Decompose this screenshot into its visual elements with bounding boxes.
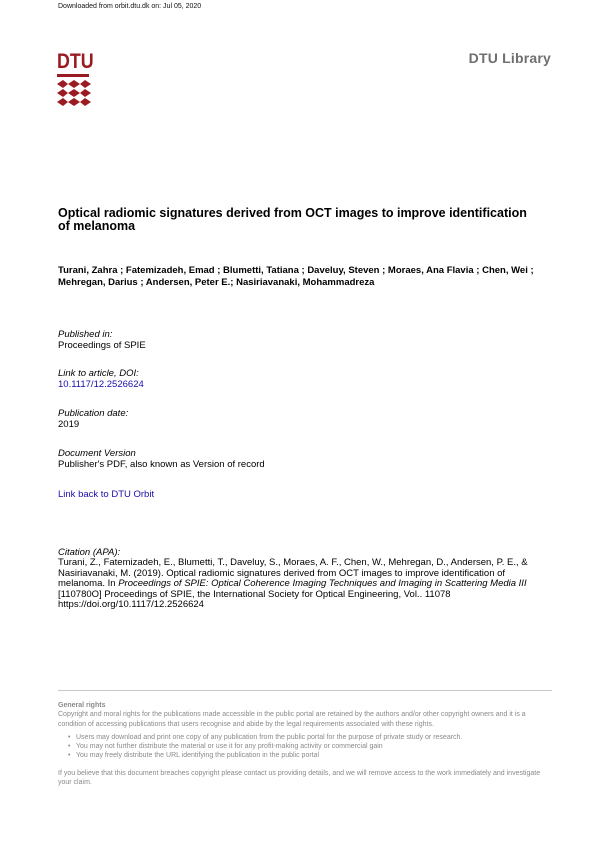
authors: Turani, Zahra ; Fatemizadeh, Emad ; Blumetti, Tatiana ; Daveluy, Steven ; Moraes, Ana Flavia ; Chen, Wei ; Mehregan, Darius ; Andersen, Peter E.; Nasiriavanaki, Mohammadreza	[58, 265, 534, 288]
doi-block	[58, 368, 144, 390]
publication-date-block	[58, 408, 128, 430]
publication-date-value: 2019	[58, 419, 80, 430]
publication-date-label: Publication date:	[58, 408, 129, 419]
document-version-value: Publisher's PDF, also known as Version of record	[58, 459, 265, 470]
document-version-label: Document Version	[58, 448, 136, 459]
general-rights-title: General rights	[58, 702, 106, 709]
general-rights-closing: If you believe that this document breaches copyright please contact us providing details, and we will remove access to the work immediately and investigate your claim.	[58, 769, 541, 787]
citation-url[interactable]: https://doi.org/10.1117/12.2526624	[58, 599, 204, 610]
rights-bullet: • You may freely distribute the URL identifying the publication in the public portal	[76, 751, 554, 760]
logo-diamonds-icon	[57, 80, 91, 106]
dtu-library-label: DTU Library	[468, 50, 551, 66]
rights-bullet: • You may not further distribute the material or use it for any profit-making activity or commercial gain	[76, 742, 554, 751]
doi-label: Link to article, DOI:	[58, 368, 139, 379]
document-version-block	[58, 448, 265, 470]
published-in-label: Published in:	[58, 329, 113, 340]
logo-bar	[57, 74, 89, 77]
rights-list	[58, 733, 554, 761]
published-in-block	[58, 329, 146, 351]
published-in-value: Proceedings of SPIE	[58, 340, 146, 351]
dtu-logo[interactable]	[57, 50, 94, 111]
citation-part2: [110780O] Proceedings of SPIE, the International Society for Optical Engineering, Vol.. 11078	[58, 588, 451, 600]
citation-label: Citation (APA):	[58, 547, 121, 558]
divider	[58, 690, 552, 691]
rights-bullet: • Users may download and print one copy of any publication from the public portal for the purpose of private study or research.	[76, 733, 554, 742]
citation-part1: Turani, Z., Fatemizadeh, E., Blumetti, T., Daveluy, S., Moraes, A. F., Chen, W., Mehregan, D., Andersen, P. E., & Nasiriavanaki, M. (2019). Optical radiomic signatures derived from OCT images to improve identification of melanoma. In	[58, 557, 528, 589]
document-title: Optical radiomic signatures derived from OCT images to improve identification of melanoma	[58, 206, 527, 233]
citation-italic: Proceedings of SPIE: Optical Coherence Imaging Techniques and Imaging in Scattering Media III	[118, 578, 527, 589]
general-rights-paragraph: Copyright and moral rights for the publications made accessible in the public portal are retained by the authors and/or other copyright owners and it is a condition of accessing publications that users recognise and abide by the legal requirements associated with these rights.	[58, 711, 526, 728]
doi-link[interactable]: 10.1117/12.2526624	[58, 379, 144, 390]
citation-text	[58, 558, 548, 600]
general-rights	[58, 701, 554, 787]
logo-text: DTU	[57, 50, 94, 73]
orbit-link[interactable]: Link back to DTU Orbit	[58, 489, 155, 500]
download-note: Downloaded from orbit.dtu.dk on: Jul 05, 2020	[58, 3, 202, 10]
citation-block	[58, 547, 548, 611]
